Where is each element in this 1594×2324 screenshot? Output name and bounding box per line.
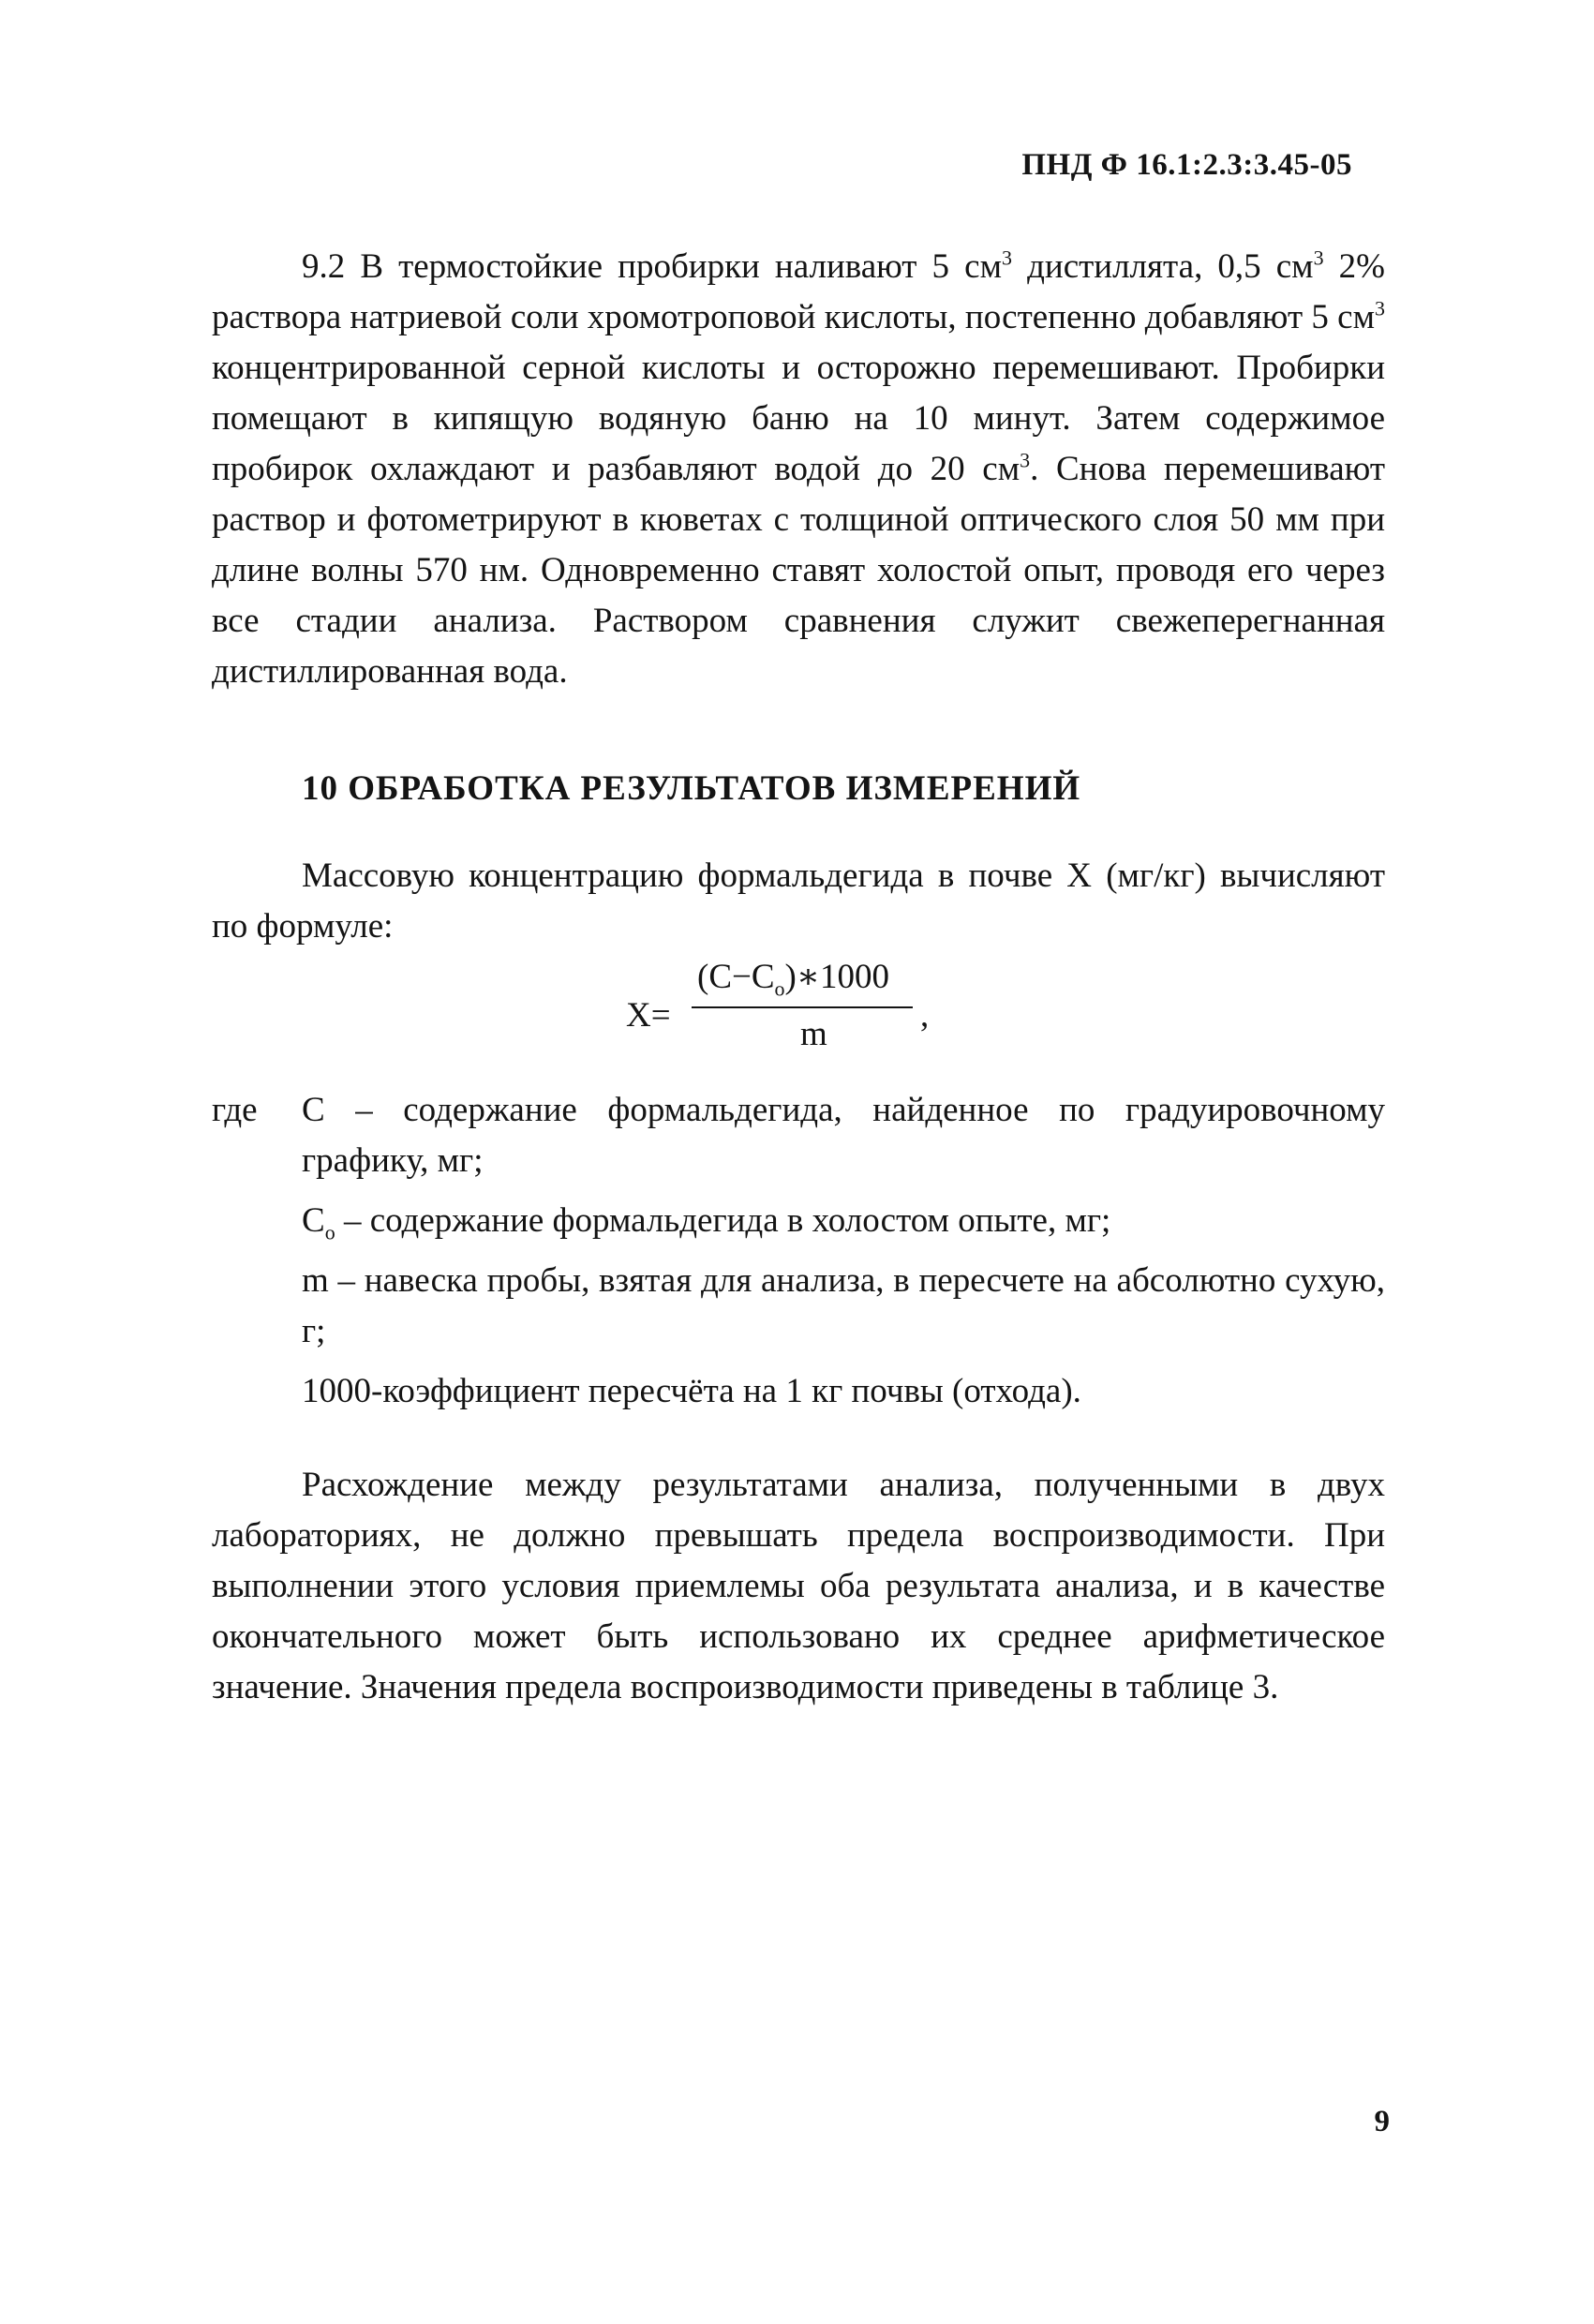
paragraph-9-2-part-3: 2% раствора натриевой соли хромотроповой кислоты, постепенно добавляют 5 см [212, 247, 1385, 336]
definitions-list [212, 1085, 1385, 1426]
where-label: где [212, 1091, 258, 1129]
formula-numerator-part-1: (C−C [697, 958, 775, 996]
superscript-cube: 3 [1375, 296, 1385, 320]
formula-numerator-part-2: )∗1000 [784, 958, 890, 996]
paragraph-9-2-part-5: . Снова перемешивают раствор и фотометрируют в кюветах с толщиной оптического слоя 50 мм при длине волны 570 нм. Одновременно ставят холостой опыт, проводя его через все стадии анализа. Раствором сравнения служит свежеперегнанная дистиллированная вода. [212, 450, 1385, 691]
formula-numerator [697, 956, 890, 1001]
formula-subscript: o [774, 976, 785, 1001]
definition-symbol: C [302, 1201, 325, 1240]
superscript-cube: 3 [1001, 246, 1012, 270]
definition-item [212, 1256, 1385, 1357]
definition-item [212, 1366, 1385, 1417]
definition-subscript: o [324, 1220, 335, 1244]
definition-text: m – навеска пробы, взятая для анализа, в пересчете на абсолютно сухую, г; [302, 1261, 1385, 1350]
paragraph-9-2-part-2: дистиллята, 0,5 см [1011, 247, 1314, 286]
paragraph-9-2 [212, 242, 1385, 697]
fraction-bar [692, 1006, 913, 1008]
page-number: 9 [1374, 2105, 1390, 2138]
document-code: ПНД Ф 16.1:2.3:3.45-05 [1021, 148, 1352, 182]
definition-text [302, 1196, 1385, 1246]
definition-item [212, 1085, 1385, 1186]
formula-lhs: X= [626, 996, 671, 1035]
formula-trailing-comma: , [920, 996, 930, 1035]
definition-text: 1000-коэффициент пересчёта на 1 кг почвы (отхода). [302, 1372, 1081, 1410]
superscript-cube: 3 [1020, 448, 1031, 472]
formula-intro: Массовую концентрацию формальдегида в почве X (мг/кг) вычисляют по формуле: [212, 857, 1385, 946]
definition-body: – содержание формальдегида в холостом опыте, мг; [335, 1201, 1111, 1240]
superscript-cube: 3 [1313, 246, 1324, 270]
paragraph-9-2-part-4: концентрированной серной кислоты и осторожно перемешивают. Пробирки помещают в кипящую водяную баню на 10 минут. Затем содержимое пробирок охлаждают и разбавляют водой до 20 см [212, 349, 1385, 488]
conclusion-paragraph: Расхождение между результатами анализа, полученными в двух лабораториях, не должно превышать предела воспроизводимости. При выполнении этого условия приемлемы оба результата анализа, и в качестве окончательного может быть использовано их среднее арифметическое значение. Значения предела воспроизводимости приведены в таблице 3. [212, 1466, 1385, 1706]
formula-denominator: m [800, 1015, 827, 1053]
definition-text: C – содержание формальдегида, найденное по градуировочному графику, мг; [302, 1091, 1385, 1180]
section-heading: 10 ОБРАБОТКА РЕЗУЛЬТАТОВ ИЗМЕРЕНИЙ [302, 769, 1081, 808]
definition-item [212, 1196, 1385, 1246]
paragraph-9-2-part-1: 9.2 В термостойкие пробирки наливают 5 см [302, 247, 1002, 286]
formula [626, 956, 1001, 1078]
